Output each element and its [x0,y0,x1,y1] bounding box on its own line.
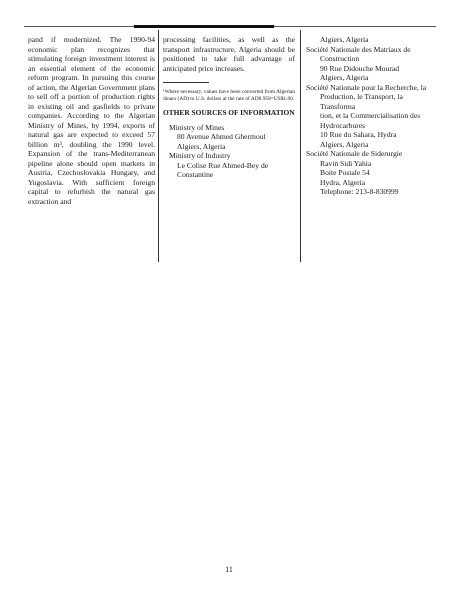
organization-name: Société Nationale des Matriaux de [306,44,411,54]
footnote: ¹Where necessary, values have been converted from Algerian dinars (AD) to U.S. dollars at the rate of AD8.958=US$1.00. [163,89,295,102]
organization-name: Société Nationale de Siderurgie [306,149,403,158]
address-line: Algiers, Algeria [177,141,226,151]
column-divider-2 [300,30,301,262]
address-list-col3 [306,35,436,197]
address-list-col2 [163,123,295,180]
address-line: 10 Rue du Sahara, Hydra [320,130,397,139]
header-rule-accent [134,25,274,28]
column-divider-1 [158,30,159,262]
body-paragraph-continued: processing facilities, as well as the transport infrastructure, Algeria should be positioned to take full advantage of anticipated price increases. [163,35,295,73]
address-line: 90 Rue Didouche Mourad [320,63,400,73]
address-line: Hydra, Algeria [320,177,366,187]
address-line: Ministry of Industry [169,151,231,161]
address-line: Algiers, Algeria [320,139,369,149]
address-line: Ravin Sidi Yahia [320,158,372,168]
address-line: 80 Avenue Ahmed Ghermoul [177,132,266,142]
address-line: Production, le Transport, la Transforma [320,92,403,111]
address-line: Le Colise Rue Ahmed-Bey de Constantine [177,160,269,180]
column-1 [28,35,155,206]
body-paragraph: pand if modernized. The 1990-94 economic plan recognizes that stimulating foreign investment interest is an essential element of the economic reform program. In pursuing this course of action, the Algerian Government plans to sell off a portion of production rights in existing oil and gasfields to private companies. According to the Algerian Ministry of Mines, by 1994, exports of natural gas are expected to exceed 57 billion m³, doubling the 1990 level. Expansion of the trans-Mediterranean pipeline alone should open markets in Austria, Czechoslovakia Hungary, and Yugoslavia. With sufficient foreign capital to refurbish the natural gas extraction and [28,35,155,206]
address-line: Construction [320,54,360,63]
organization-name: Société Nationale pour la Recherche, la [306,82,427,92]
address-line: tion, et la Commercialisation des [320,111,421,120]
address-line: Algiers, Algeria [320,35,369,44]
column-3 [306,35,436,197]
address-line: Boite Postale 54 [320,168,370,177]
column-2 [163,35,295,180]
page-number: 11 [225,565,233,574]
section-heading: OTHER SOURCES OF INFORMATION [163,108,295,118]
footnote-rule [163,82,209,83]
address-line: Hydrocarbures [320,120,366,130]
address-line: Ministry of Mines [169,122,225,132]
address-line: Algiers, Algeria [320,73,369,82]
telephone-line: Telephone: 213-8-830999 [320,187,399,196]
